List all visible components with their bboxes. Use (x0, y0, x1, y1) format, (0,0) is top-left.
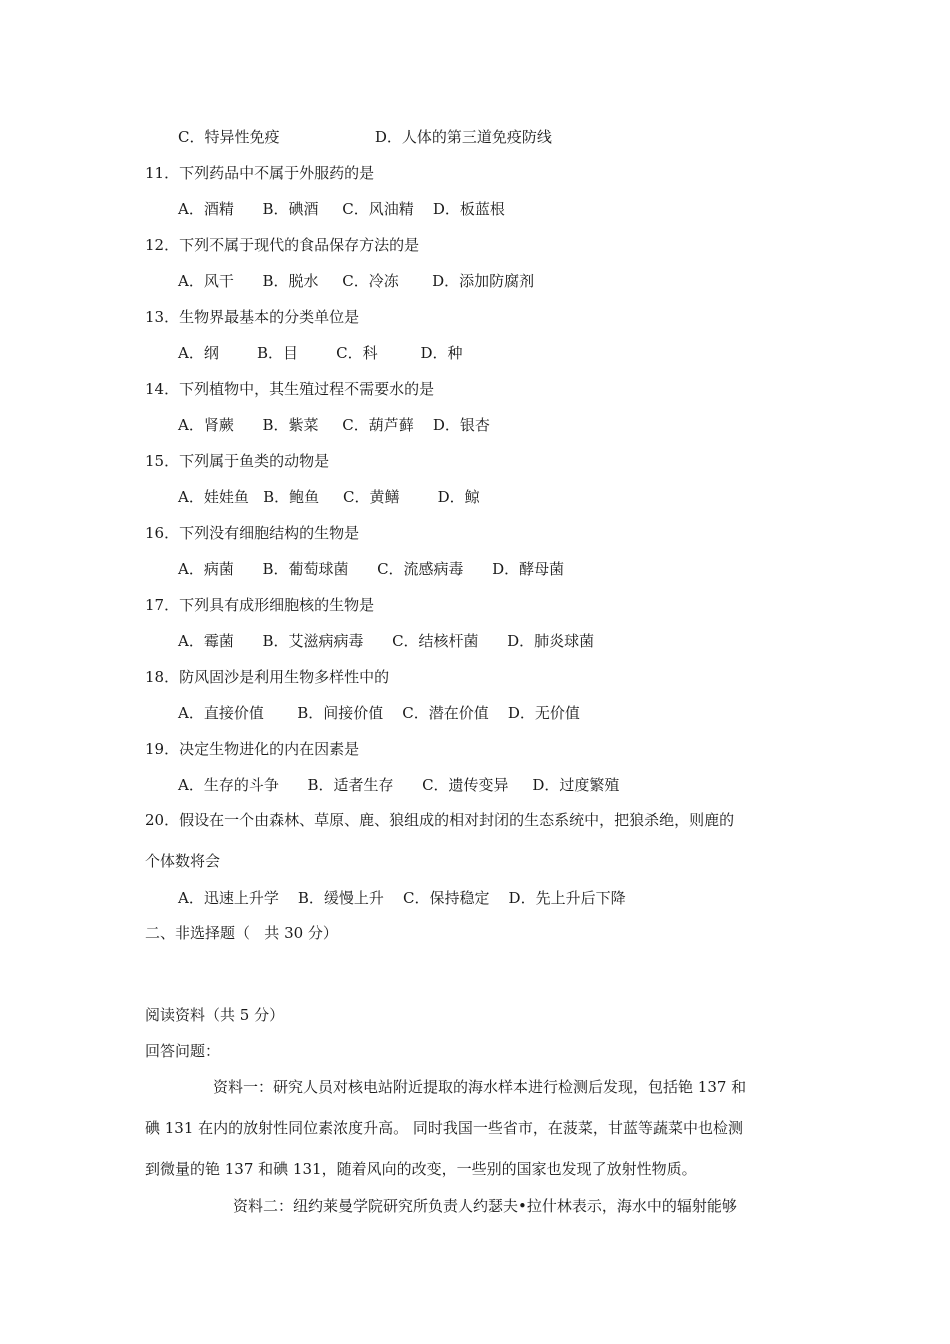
question-14-options: A．肾蕨 B．紫菜 C．葫芦藓 D．银杏 (178, 416, 490, 434)
material-2-line-1: 资料二：纽约莱曼学院研究所负责人约瑟夫•拉什林表示，海水中的辐射能够 (233, 1197, 737, 1215)
question-11: 11．下列药品中不属于外服药的是 (145, 164, 375, 182)
question-10-options-cd: C．特异性免疫 D．人体的第三道免疫防线 (178, 128, 552, 146)
question-17: 17．下列具有成形细胞核的生物是 (145, 596, 375, 614)
section-2-heading: 二、非选择题（ 共 30 分） (145, 924, 338, 942)
reading-material-heading: 阅读资料（共 5 分） (145, 1006, 285, 1024)
material-1-line-3: 到微量的铯 137 和碘 131，随着风向的改变，一些别的国家也发现了放射性物质。 (145, 1160, 697, 1178)
material-1-line-2: 碘 131 在内的放射性同位素浓度升高。 同时我国一些省市，在菠菜，甘蓝等蔬菜中也检测 (145, 1119, 743, 1137)
answer-prompt: 回答问题： (145, 1042, 221, 1060)
question-19: 19．决定生物进化的内在因素是 (145, 740, 360, 758)
question-13-options: A．纲 B．目 C．科 D．种 (178, 344, 463, 362)
question-12-options: A．风干 B．脱水 C．冷冻 D．添加防腐剂 (178, 272, 535, 290)
question-20-options: A．迅速上升学 B．缓慢上升 C．保持稳定 D．先上升后下降 (178, 889, 626, 907)
question-11-options: A．酒精 B．碘酒 C．风油精 D．板蓝根 (178, 200, 505, 218)
question-18: 18．防风固沙是利用生物多样性中的 (145, 668, 390, 686)
question-18-options: A．直接价值 B．间接价值 C．潜在价值 D．无价值 (178, 704, 580, 722)
question-15-options: A．娃娃鱼 B．鲍鱼 C．黄鳝 D．鲸 (178, 488, 480, 506)
question-12: 12．下列不属于现代的食品保存方法的是 (145, 236, 420, 254)
question-14: 14．下列植物中，其生殖过程不需要水的是 (145, 380, 435, 398)
material-1-line-1: 资料一：研究人员对核电站附近提取的海水样本进行检测后发现，包括铯 137 和 (213, 1078, 747, 1096)
question-20-continued: 个体数将会 (145, 852, 221, 870)
question-20: 20．假设在一个由森林、草原、鹿、狼组成的相对封闭的生态系统中，把狼杀绝，则鹿的 (145, 811, 735, 829)
question-16-options: A．病菌 B．葡萄球菌 C．流感病毒 D．酵母菌 (178, 560, 565, 578)
question-17-options: A．霉菌 B．艾滋病病毒 C．结核杆菌 D．肺炎球菌 (178, 632, 595, 650)
question-19-options: A．生存的斗争 B．适者生存 C．遗传变异 D．过度繁殖 (178, 776, 620, 794)
question-16: 16．下列没有细胞结构的生物是 (145, 524, 360, 542)
question-15: 15．下列属于鱼类的动物是 (145, 452, 330, 470)
question-13: 13．生物界最基本的分类单位是 (145, 308, 360, 326)
